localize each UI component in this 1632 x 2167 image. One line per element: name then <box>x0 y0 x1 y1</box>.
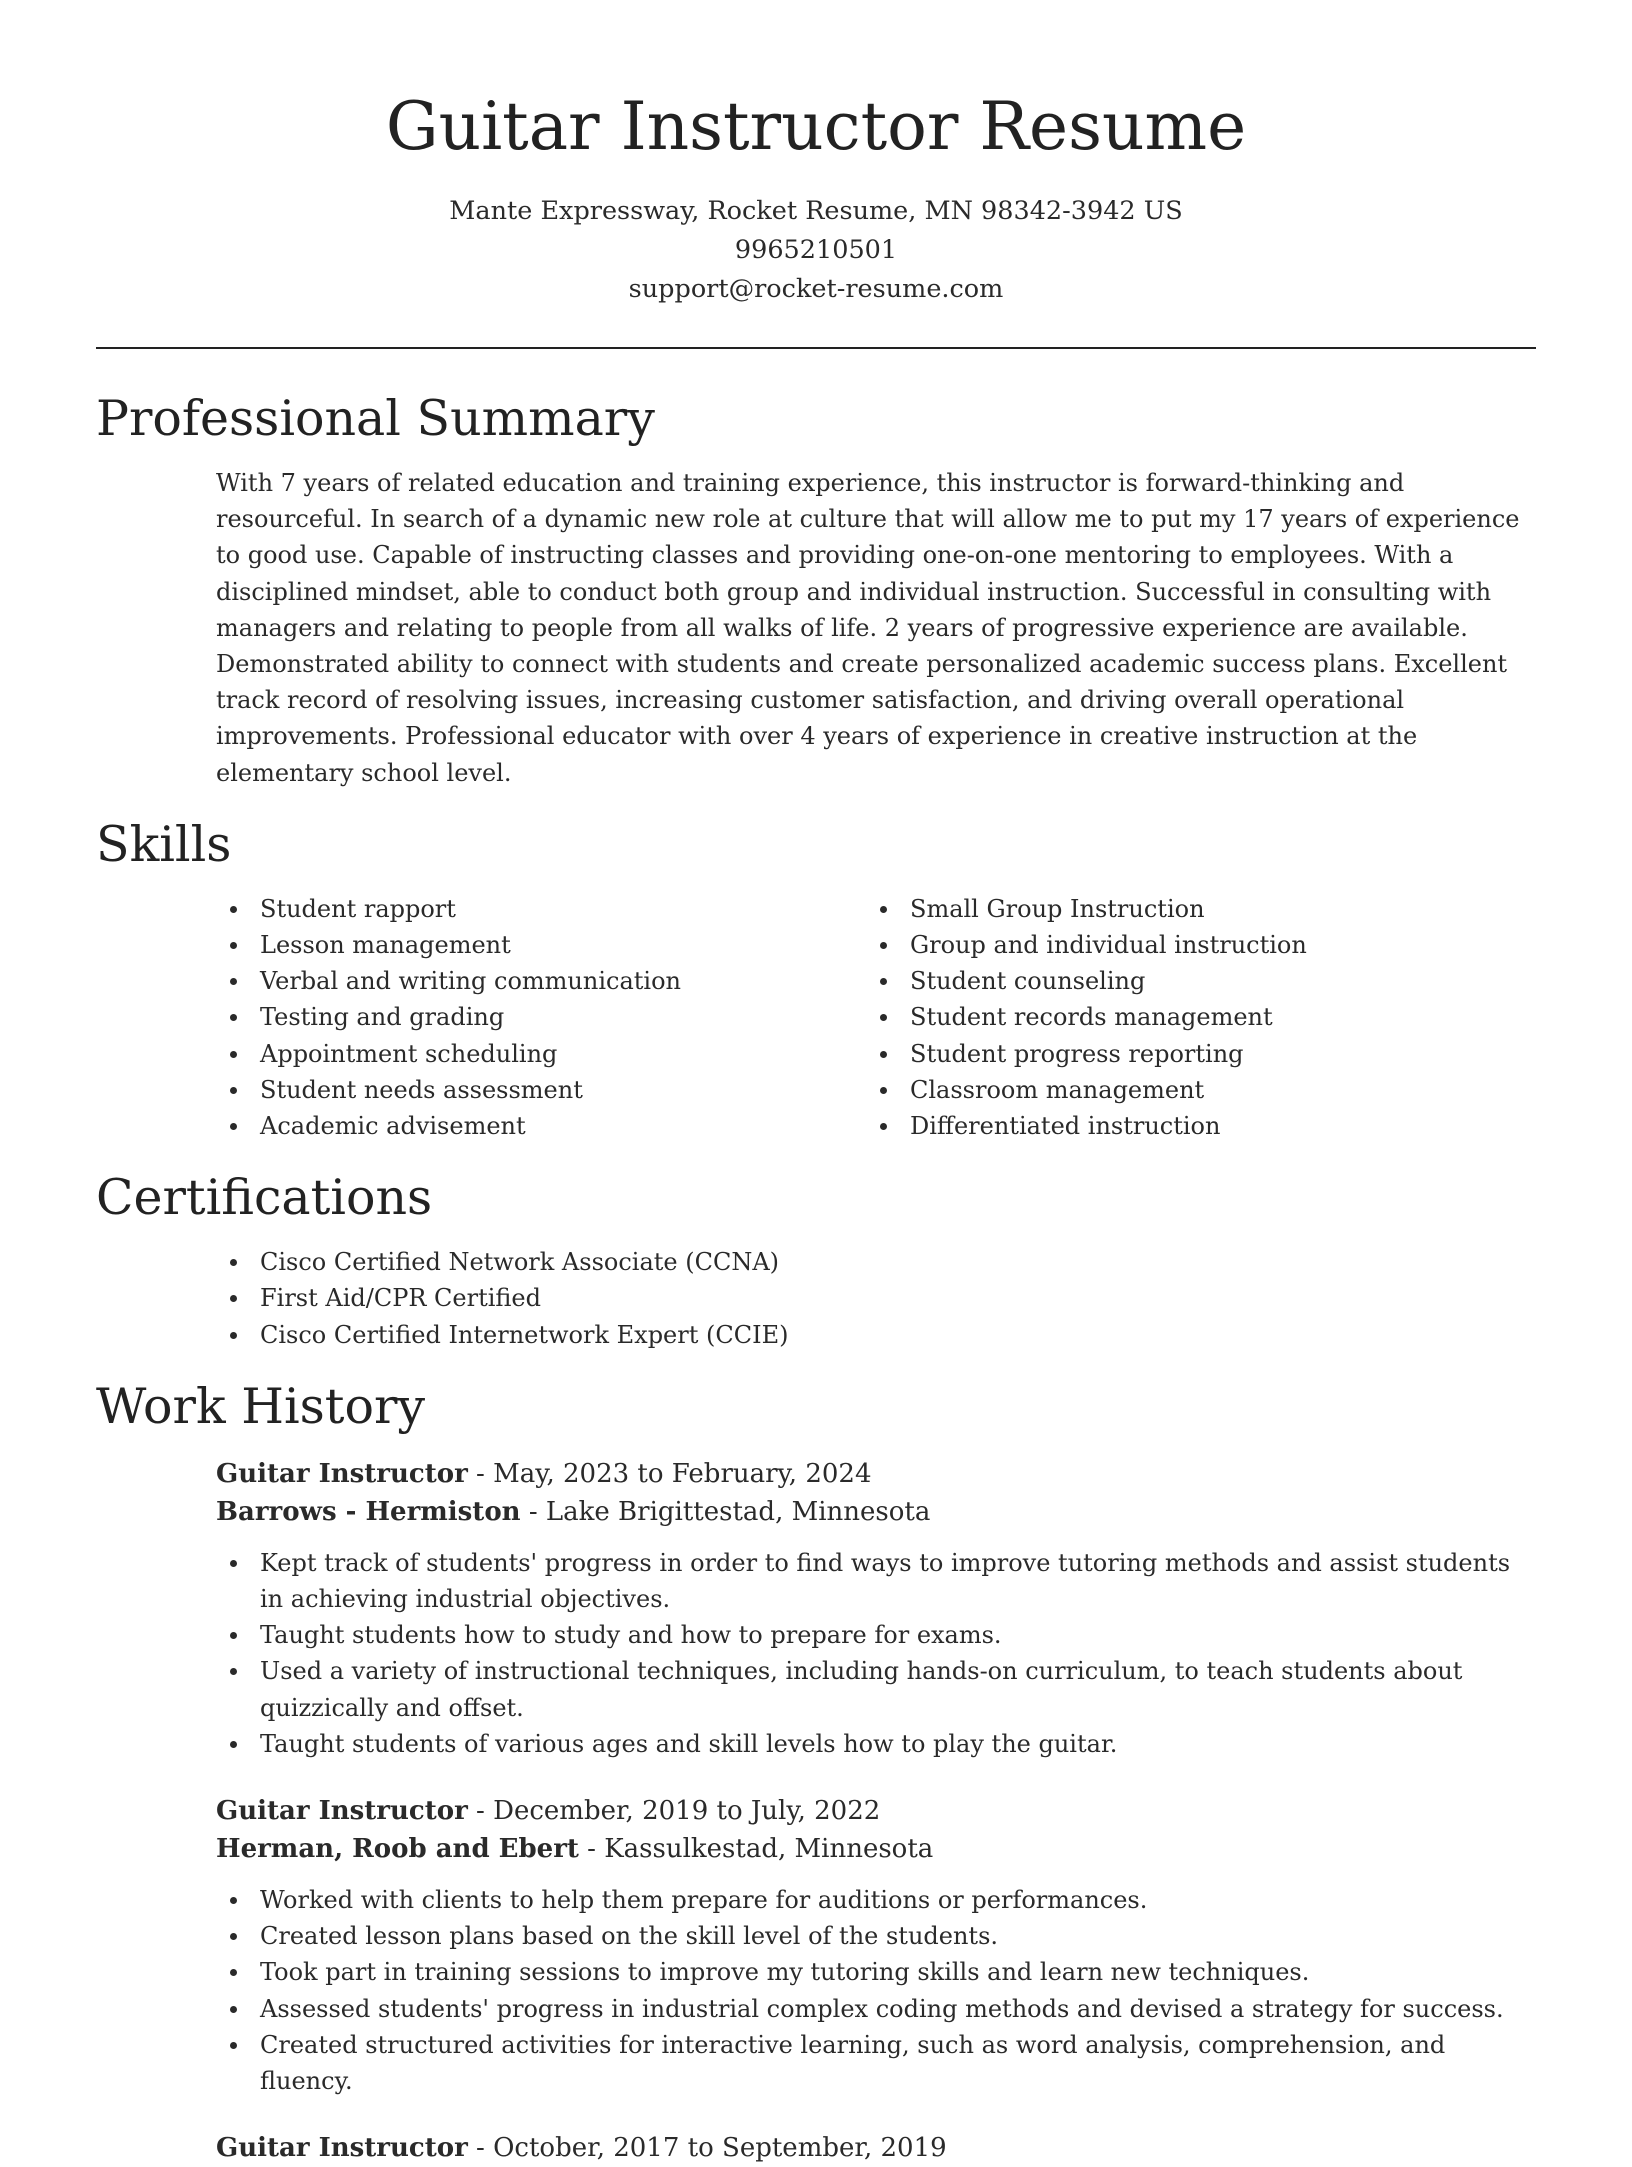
skill-item: Student rapport <box>216 891 866 927</box>
job-duty: Created lesson plans based on the skill level of the students. <box>216 1918 1536 1954</box>
job-title-line <box>216 1455 1536 1493</box>
skill-item: Small Group Instruction <box>866 891 1516 927</box>
skill-item: Verbal and writing communication <box>216 963 866 999</box>
job-entry <box>216 2129 1536 2167</box>
job-title: Guitar Instructor <box>216 1796 468 1827</box>
job-duties-list <box>216 1545 1536 1762</box>
skill-item: Testing and grading <box>216 999 866 1035</box>
job-location: - Kassulkestad, Minnesota <box>578 1834 934 1865</box>
job-title-line <box>216 1792 1536 1830</box>
job-duty: Created structured activities for interactive learning, such as word analysis, comprehension, and fluency. <box>216 2027 1536 2099</box>
skills-columns <box>216 891 1536 1144</box>
summary-text: With 7 years of related education and training experience, this instructor is forward-thinking and resourceful. In search of a dynamic new role at culture that will allow me to put my 17 years of experience to good use. Capable of instructing classes and providing one-on-one mentoring to employees. With a disciplined mindset, able to conduct both group and individual instruction. Successful in consulting with managers and relating to people from all walks of life. 2 years of progressive experience are available. Demonstrated ability to connect with students and create personalized academic success plans. Excellent track record of resolving issues, increasing customer satisfaction, and driving overall operational improvements. Professional educator with over 4 years of experience in creative instruction at the elementary school level. <box>216 469 1520 787</box>
header-divider <box>96 347 1536 349</box>
contact-email: support@rocket-resume.com <box>628 274 1004 304</box>
contact-address: Mante Expressway, Rocket Resume, MN 98342-3942 US <box>449 196 1183 226</box>
job-company: Herman, Roob and Ebert <box>216 1834 579 1865</box>
skill-item: Lesson management <box>216 927 866 963</box>
work-history-section <box>96 1375 1536 2167</box>
job-dates: - May, 2023 to February, 2024 <box>467 1458 872 1489</box>
certifications-section <box>96 1166 1536 1353</box>
skill-item: Differentiated instruction <box>866 1108 1516 1144</box>
summary-section <box>96 387 1536 791</box>
job-company-line <box>216 1830 1536 1868</box>
job-company-line <box>216 1493 1536 1531</box>
certification-item: Cisco Certified Network Associate (CCNA) <box>216 1244 1536 1280</box>
job-dates: - October, 2017 to September, 2019 <box>467 2133 947 2164</box>
job-title-line <box>216 2129 1536 2167</box>
work-history-heading: Work History <box>96 1377 426 1435</box>
skill-item: Student progress reporting <box>866 1036 1516 1072</box>
skill-item: Appointment scheduling <box>216 1036 866 1072</box>
skill-item: Academic advisement <box>216 1108 866 1144</box>
job-duty: Worked with clients to help them prepare for auditions or performances. <box>216 1882 1536 1918</box>
job-dates: - December, 2019 to July, 2022 <box>467 1796 881 1827</box>
job-duty: Used a variety of instructional techniques, including hands-on curriculum, to teach students about quizzically and offset. <box>216 1653 1536 1725</box>
job-location: - Lake Brigittestad, Minnesota <box>520 1496 931 1527</box>
skills-section <box>96 813 1536 1144</box>
skills-list-right <box>866 891 1516 1144</box>
job-title: Guitar Instructor <box>216 1458 468 1489</box>
job-entry <box>216 1455 1536 1762</box>
skill-item: Group and individual instruction <box>866 927 1516 963</box>
job-duty: Took part in training sessions to improve my tutoring skills and learn new techniques. <box>216 1954 1536 1990</box>
resume-title: Guitar Instructor Resume <box>385 88 1247 165</box>
job-entry <box>216 1792 1536 2099</box>
job-duty: Assessed students' progress in industrial complex coding methods and devised a strategy for success. <box>216 1991 1536 2027</box>
job-company: Barrows - Hermiston <box>216 1496 521 1527</box>
certifications-list <box>216 1244 1536 1353</box>
summary-heading: Professional Summary <box>96 390 655 447</box>
certification-item: Cisco Certified Internetwork Expert (CCIE) <box>216 1317 1536 1353</box>
skills-heading: Skills <box>96 815 232 873</box>
skill-item: Student records management <box>866 999 1516 1035</box>
job-duty: Taught students of various ages and skill levels how to play the guitar. <box>216 1726 1536 1762</box>
resume-header <box>0 0 1632 309</box>
skill-item: Student needs assessment <box>216 1072 866 1108</box>
contact-phone: 9965210501 <box>734 235 898 265</box>
job-duties-list <box>216 1882 1536 2099</box>
job-title: Guitar Instructor <box>216 2133 468 2164</box>
job-duty: Taught students how to study and how to prepare for exams. <box>216 1617 1536 1653</box>
job-duty: Kept track of students' progress in order to find ways to improve tutoring methods and assist students in achieving industrial objectives. <box>216 1545 1536 1617</box>
certifications-heading: Certifications <box>96 1169 433 1227</box>
contact-block <box>0 192 1632 309</box>
skills-list-left <box>216 891 866 1144</box>
skill-item: Student counseling <box>866 963 1516 999</box>
certification-item: First Aid/CPR Certified <box>216 1280 1536 1316</box>
skill-item: Classroom management <box>866 1072 1516 1108</box>
